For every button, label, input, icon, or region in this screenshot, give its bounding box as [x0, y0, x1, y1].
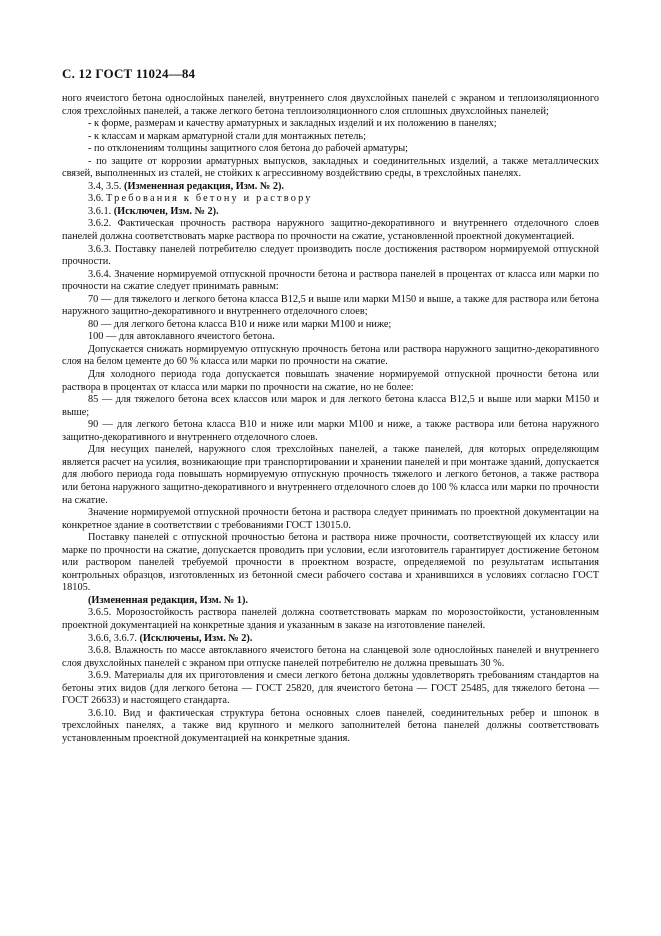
- page-header: С. 12 ГОСТ 11024—84: [62, 66, 196, 81]
- paragraph-text: 3.4, 3.5.: [88, 180, 125, 192]
- paragraph-text: 3.6.6, 3.6.7.: [88, 632, 140, 644]
- paragraph-text: 3.6.5. Морозостойкость раствора панелей должна соответствовать маркам по морозостойкости, установленным проектной документацией на конкретные здания и указанным в заказе на изготовление панелей.: [62, 607, 599, 631]
- paragraph: [62, 131, 599, 144]
- bold-note: (Измененная редакция, Изм. № 1).: [88, 594, 248, 606]
- paragraph: [62, 244, 599, 269]
- document-body: [62, 93, 599, 745]
- paragraph: [62, 206, 599, 219]
- paragraph: [62, 294, 599, 319]
- paragraph: [62, 269, 599, 294]
- paragraph: [62, 394, 599, 419]
- paragraph: [62, 633, 599, 646]
- paragraph-text: - по защите от коррозии арматурных выпусков, закладных и соединительных изделий, а также металлических связей, выполненных из сталей, не стойких к агрессивному воздействию среды, в трехслойных панелях.: [62, 155, 599, 180]
- paragraph: [62, 181, 599, 194]
- paragraph-text: 3.6.: [88, 193, 107, 205]
- paragraph: [62, 218, 599, 243]
- paragraph: [62, 143, 599, 156]
- section-heading: Требования к бетону и раствору: [106, 193, 313, 205]
- paragraph: [62, 645, 599, 670]
- paragraph: [62, 444, 599, 507]
- paragraph-text: - к форме, размерам и качеству арматурных и закладных изделий и их положению в панелях;: [88, 118, 497, 130]
- paragraph-text: 3.6.8. Влажность по массе автоклавного ячеистого бетона на сланцевой золе однослойных панелей и внутреннего слоя двухслойных панелей с экраном при отпуске панелей потребителю не должна превышать 30 %.: [62, 645, 599, 669]
- paragraph-text: 3.6.10. Вид и фактическая структура бетона основных слоев панелей, соединительных ребер и шпонок в трехслойных панелях, а также вид крупного и мелкого заполнителей бетона панелей должны соответствовать установленным проектной документацией на конкретные здания.: [62, 707, 599, 744]
- paragraph-text: 100 — для автоклавного ячеистого бетона.: [88, 331, 275, 343]
- paragraph-text: ного ячеистого бетона однослойных панелей, внутреннего слоя двухслойных панелей с экраном и теплоизоляционного слоя трехслойных панелей, а также легкого бетона теплоизоляционного слоя сплошных двухслойных панелей;: [62, 93, 599, 117]
- paragraph-text: 70 — для тяжелого и легкого бетона класса В12,5 и выше или марки М150 и выше, а также для раствора или бетона наружного защитно-декоративного и внутреннего отделочного слоев;: [62, 293, 599, 318]
- paragraph-text: - по отклонениям толщины защитного слоя бетона до рабочей арматуры;: [88, 143, 409, 155]
- paragraph-text: 85 — для тяжелого бетона всех классов или марок и для легкого бетона класса В12,5 и выше или марки М150 и выше;: [62, 394, 599, 418]
- paragraph: [62, 708, 599, 746]
- paragraph-text: Поставку панелей с отпускной прочностью бетона и раствора ниже прочности, соответствующей их классу или марке по прочности на сжатие, допускается проводить при условии, если изготовитель гарантирует достижение бетоном или раствором панелей требуемой прочности в проектном возрасте, определяемой по результатам испытания контрольных образцов, изготовленных из бетонной смеси рабочего состава и хранившихся в условиях согласно ГОСТ 18105.: [62, 532, 599, 594]
- paragraph-text: 3.6.1.: [88, 205, 114, 217]
- paragraph-text: Допускается снижать нормируемую отпускную прочность бетона или раствора наружного защитно-декоративного слоя на белом цементе до 60 % класса или марки по прочности на сжатие.: [62, 343, 599, 368]
- bold-note: (Измененная редакция, Изм. № 2).: [124, 180, 284, 192]
- paragraph: [62, 507, 599, 532]
- paragraph: [62, 156, 599, 181]
- paragraph-text: 3.6.2. Фактическая прочность раствора наружного защитно-декоративного и внутреннего отделочного слоев панелей должна соответствовать марке раствора по прочности на сжатие, установленной проектной документацией.: [62, 218, 599, 243]
- paragraph: [62, 331, 599, 344]
- paragraph-text: 3.6.3. Поставку панелей потребителю следует производить после достижения раствором нормируемой отпускной прочности.: [62, 243, 599, 268]
- paragraph: [62, 118, 599, 131]
- paragraph-text: 3.6.9. Материалы для их приготовления и смеси легкого бетона должны удовлетворять требованиям стандартов на бетоны этих видов (для легкого бетона — ГОСТ 25820, для ячеистого бетона — ГОСТ 25485, для тяжелого бетона — ГОСТ 26633) и настоящего стандарта.: [62, 670, 599, 707]
- paragraph-text: - к классам и маркам арматурной стали для монтажных петель;: [88, 130, 366, 142]
- paragraph: [62, 595, 599, 608]
- paragraph: [62, 319, 599, 332]
- paragraph: [62, 369, 599, 394]
- paragraph: [62, 344, 599, 369]
- paragraph: [62, 670, 599, 708]
- paragraph-text: Для несущих панелей, наружного слоя трехслойных панелей, а также панелей, для которых определяющим является расчет на усилия, возникающие при транспортировании и хранении панелей и при монтаже зданий, допускается для любого периода года повышать нормируемую отпускную прочность тяжелого и легкого бетонов, а также раствора или бетона наружного защитно-декоративного и внутреннего отделочного слоев до 100 % класса или марки по прочности на сжатие.: [62, 444, 599, 506]
- paragraph-text: 3.6.4. Значение нормируемой отпускной прочности бетона и раствора панелей в процентах от класса или марки по прочности на сжатие следует принимать равным:: [62, 268, 599, 293]
- paragraph-text: Значение нормируемой отпускной прочности бетона и раствора следует принимать по проектной документации на конкретное здание в соответствии с требованиями ГОСТ 13015.0.: [62, 507, 599, 531]
- paragraph: [62, 419, 599, 444]
- paragraph: [62, 193, 599, 206]
- paragraph-text: Для холодного периода года допускается повышать значение нормируемой отпускной прочности бетона или раствора в процентах от класса или марки по прочности на сжатие, но не более:: [62, 369, 599, 393]
- bold-note: (Исключены, Изм. № 2).: [139, 632, 253, 644]
- paragraph: [62, 93, 599, 118]
- paragraph: [62, 607, 599, 632]
- paragraph-text: 90 — для легкого бетона класса В10 и ниже или марки М100 и ниже, а также раствора или бетона наружного защитно-декоративного и внутреннего отделочного слоев.: [62, 419, 599, 443]
- bold-note: (Исключен, Изм. № 2).: [113, 205, 219, 217]
- paragraph: [62, 532, 599, 595]
- paragraph-text: 80 — для легкого бетона класса В10 и ниже или марки М100 и ниже;: [88, 318, 392, 330]
